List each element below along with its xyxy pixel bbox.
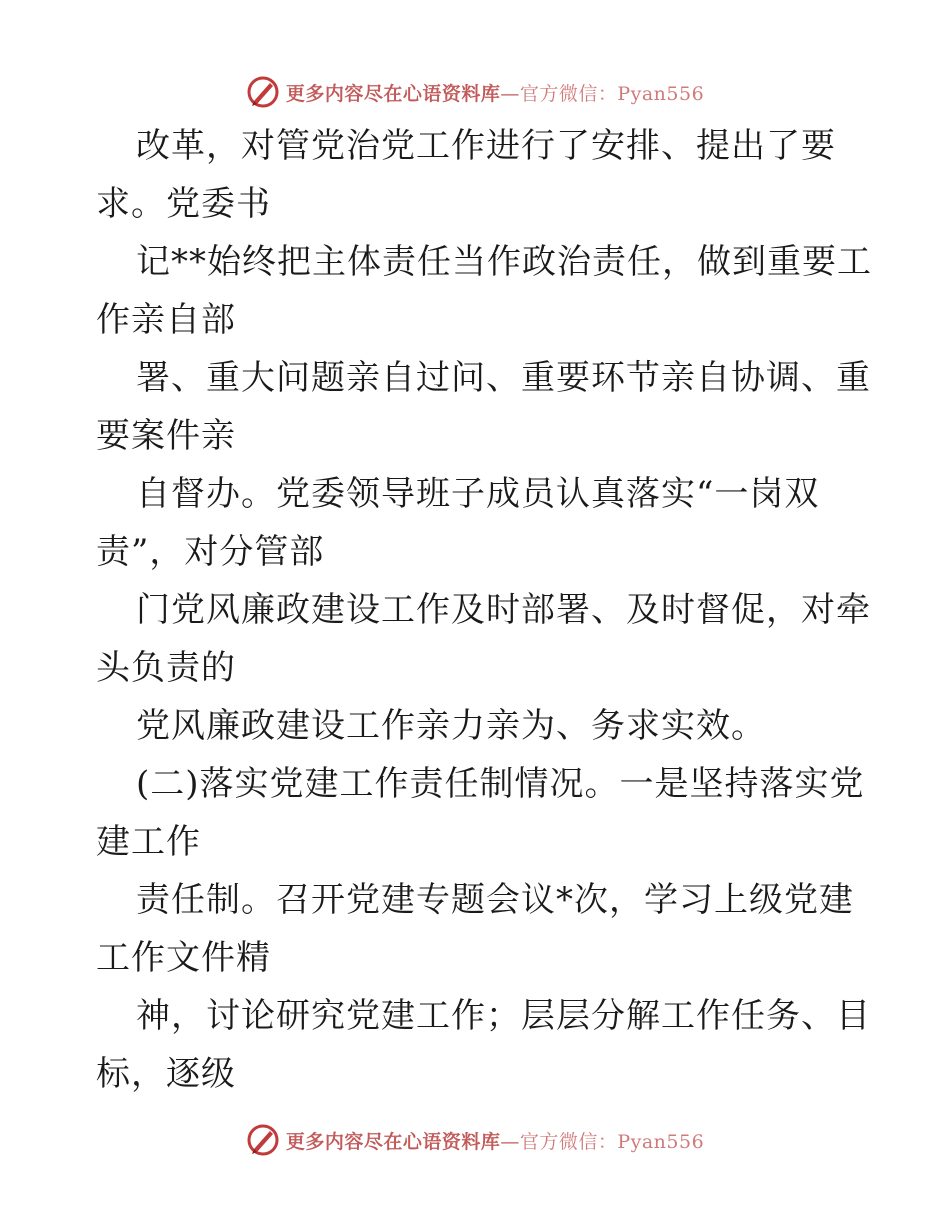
watermark-main-text: 更多内容尽在心语资料库 — [285, 82, 501, 105]
text-line: 求。党委书 — [96, 184, 271, 224]
text-line: 党风廉政建设工作亲力亲为、务求实效。 — [136, 706, 766, 746]
text-line: 头负责的 — [96, 648, 236, 688]
text-line: 记**始终把主体责任当作政治责任，做到重要工 — [136, 242, 872, 282]
watermark-dash: — — [500, 82, 520, 105]
text-line: 要案件亲 — [96, 416, 236, 456]
text-line: 责”，对分管部 — [96, 532, 325, 572]
text-line: 建工作 — [96, 822, 201, 862]
pen-logo-icon — [246, 75, 280, 109]
text-line: (二)落实党建工作责任制情况。一是坚持落实党 — [136, 764, 865, 804]
text-line: 改革，对管党治党工作进行了安排、提出了要 — [136, 126, 836, 166]
header-watermark — [0, 72, 950, 112]
text-line: 自督办。党委领导班子成员认真落实“一岗双 — [136, 474, 820, 514]
text-line: 作亲自部 — [96, 300, 236, 340]
watermark-dash: — — [500, 1130, 520, 1153]
document-body — [96, 117, 872, 1103]
text-line: 责任制。召开党建专题会议*次，学习上级党建 — [136, 880, 854, 920]
pen-logo-icon — [246, 1123, 280, 1157]
footer-watermark — [0, 1120, 950, 1160]
text-line: 工作文件精 — [96, 938, 271, 978]
text-line: 署、重大问题亲自过问、重要环节亲自协调、重 — [136, 358, 871, 398]
watermark-sub-text: 官方微信：Pyan556 — [519, 1130, 705, 1153]
watermark-sub-text: 官方微信：Pyan556 — [519, 82, 705, 105]
watermark-main-text: 更多内容尽在心语资料库 — [285, 1130, 501, 1153]
text-line: 门党风廉政建设工作及时部署、及时督促，对牵 — [136, 590, 871, 630]
text-line: 标，逐级 — [96, 1054, 236, 1094]
text-line: 神，讨论研究党建工作；层层分解工作任务、目 — [136, 996, 871, 1036]
